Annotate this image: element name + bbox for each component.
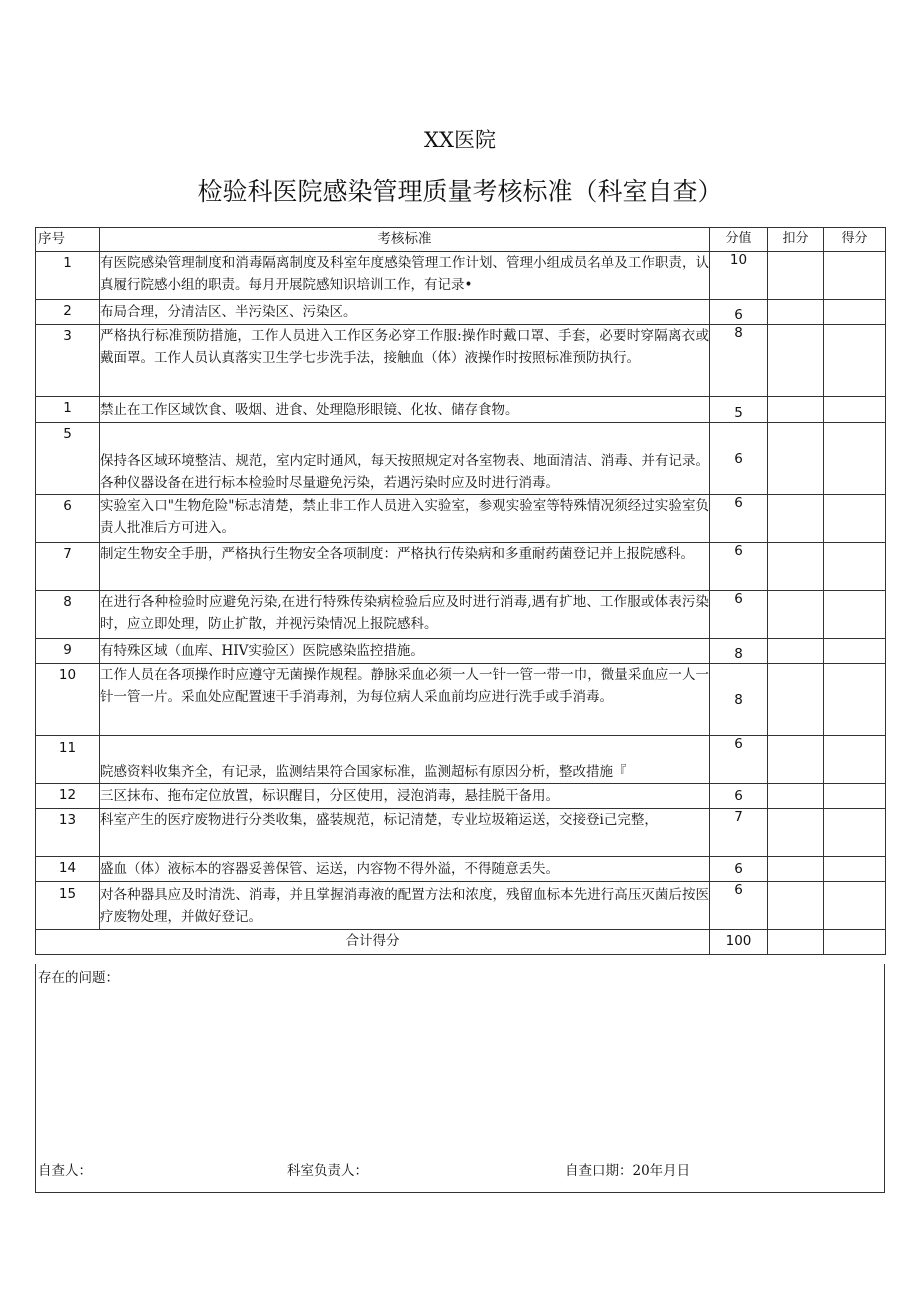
row-got: [824, 857, 886, 882]
row-score: 6: [710, 784, 768, 809]
row-deduct: [768, 397, 824, 423]
row-score: 6: [710, 882, 768, 930]
row-score: 6: [710, 300, 768, 325]
row-got: [824, 252, 886, 300]
row-deduct: [768, 639, 824, 664]
row-seq: 1: [36, 252, 100, 300]
row-deduct: [768, 300, 824, 325]
header-score: 分值: [710, 228, 768, 252]
row-deduct: [768, 325, 824, 397]
total-deduct: [768, 930, 824, 955]
row-got: [824, 495, 886, 543]
table-row: [36, 736, 886, 784]
total-score: 100: [710, 930, 768, 955]
row-seq: 5: [36, 423, 100, 495]
row-score: 8: [710, 639, 768, 664]
dept-head-label: 科室负责人：: [287, 1163, 368, 1179]
row-got: [824, 736, 886, 784]
row-deduct: [768, 664, 824, 736]
row-got: [824, 543, 886, 591]
row-score: 6: [710, 591, 768, 639]
hospital-name: XX医院: [424, 128, 496, 152]
row-seq: 3: [36, 325, 100, 397]
row-got: [824, 882, 886, 930]
row-standard: 在进行各种检验时应避免污染,在进行特殊传染病检验后应及时进行消毒,遇有扩地、工作服或体表污染时，应立即处理，防止扩散，并视污染情况上报院感科。: [100, 591, 710, 639]
row-standard: 三区抹布、拖布定位放置，标识醒目，分区使用，浸泡消毒，悬挂脱干备用。: [100, 784, 710, 809]
header-seq: 序号: [36, 228, 100, 252]
row-seq: 6: [36, 495, 100, 543]
row-seq: 13: [36, 809, 100, 857]
row-got: [824, 397, 886, 423]
row-standard: 禁止在工作区域饮食、吸烟、进食、处理隐形眼镜、化妆、储存食物。: [100, 397, 710, 423]
row-got: [824, 809, 886, 857]
row-standard: 工作人员在各项操作时应遵守无菌操作规程。静脉采血必须一人一针一管一带一巾，微量采血应一人一针一管一片。采血处应配置速干手消毒剂，为每位病人采血前均应进行洗手或手消毒。: [100, 664, 710, 736]
header-got: 得分: [824, 228, 886, 252]
row-score: 6: [710, 857, 768, 882]
self-checker-label: 自查人：: [38, 1163, 92, 1179]
assessment-table: [35, 227, 886, 955]
row-seq: 9: [36, 639, 100, 664]
row-deduct: [768, 736, 824, 784]
row-deduct: [768, 809, 824, 857]
table-row: [36, 495, 886, 543]
table-row: [36, 882, 886, 930]
row-score: 10: [710, 252, 768, 300]
row-got: [824, 325, 886, 397]
row-seq: 11: [36, 736, 100, 784]
row-deduct: [768, 423, 824, 495]
row-got: [824, 423, 886, 495]
table-row: [36, 784, 886, 809]
row-deduct: [768, 857, 824, 882]
row-deduct: [768, 543, 824, 591]
row-deduct: [768, 495, 824, 543]
row-seq: 7: [36, 543, 100, 591]
row-got: [824, 664, 886, 736]
row-seq: 8: [36, 591, 100, 639]
table-row: [36, 423, 886, 495]
row-standard: 保持各区域环境整洁、规范，室内定时通风，每天按照规定对各室物表、地面清洁、消毒、并有记录。各种仪器设备在进行标本检验时尽量避免污染，若遇污染时应及时进行消毒。: [100, 423, 710, 495]
table-row: [36, 543, 886, 591]
row-standard: 盛血（体）液标本的容器妥善保管、运送，内容物不得外溢，不得随意丢失。: [100, 857, 710, 882]
table-header-row: [36, 228, 886, 252]
table-row: [36, 639, 886, 664]
row-standard: 制定生物安全手册，严格执行生物安全各项制度：严格执行传染病和多重耐药菌登记并上报院感科。: [100, 543, 710, 591]
row-deduct: [768, 784, 824, 809]
row-deduct: [768, 252, 824, 300]
table-row: [36, 809, 886, 857]
problems-label: 存在的问题：: [38, 970, 119, 986]
row-deduct: [768, 591, 824, 639]
row-score: 8: [710, 325, 768, 397]
row-score: 6: [710, 423, 768, 495]
total-got: [824, 930, 886, 955]
document-title: 检验科医院感染管理质量考核标准（科室自查）: [197, 177, 723, 206]
total-row: [36, 930, 886, 955]
table-row: [36, 397, 886, 423]
row-score: 6: [710, 543, 768, 591]
table-row: [36, 591, 886, 639]
row-score: 6: [710, 495, 768, 543]
table-row: [36, 252, 886, 300]
table-row: [36, 300, 886, 325]
row-deduct: [768, 882, 824, 930]
header-deduct: 扣分: [768, 228, 824, 252]
table-row: [36, 664, 886, 736]
row-score: 7: [710, 809, 768, 857]
table-row: [36, 325, 886, 397]
problems-section: [35, 964, 885, 1193]
header-standard: 考核标准: [100, 228, 710, 252]
row-standard: 院感资料收集齐全，有记录，监测结果符合国家标准，监测超标有原因分析，整改措施『: [100, 736, 710, 784]
row-got: [824, 784, 886, 809]
row-score: 8: [710, 664, 768, 736]
row-got: [824, 300, 886, 325]
check-date-label: 自查口期：20年月日: [565, 1163, 691, 1179]
row-got: [824, 639, 886, 664]
row-standard: 科室产生的医疗废物进行分类收集，盛装规范，标记清楚，专业垃圾箱运送，交接登i己完整，: [100, 809, 710, 857]
row-score: 5: [710, 397, 768, 423]
row-seq: 15: [36, 882, 100, 930]
row-standard: 有特殊区域（血库、HIV实验区）医院感染监控措施。: [100, 639, 710, 664]
row-seq: 12: [36, 784, 100, 809]
row-standard: 有医院感染管理制度和消毒隔离制度及科室年度感染管理工作计划、管理小组成员名单及工作职责，认真履行院感小组的职责。每月开展院感知识培训工作，有记录•: [100, 252, 710, 300]
row-got: [824, 591, 886, 639]
row-seq: 14: [36, 857, 100, 882]
total-label: 合计得分: [36, 930, 710, 955]
row-standard: 严格执行标准预防措施，工作人员进入工作区务必穿工作服:操作时戴口罩、手套，必要时穿隔离衣或戴面罩。工作人员认真落实卫生学七步洗手法，接触血（体）液操作时按照标准预防执行。: [100, 325, 710, 397]
table-row: [36, 857, 886, 882]
row-standard: 实验室入口"生物危险"标志清楚，禁止非工作人员进入实验室，参观实验室等特殊情况须经过实验室负责人批准后方可进入。: [100, 495, 710, 543]
row-standard: 对各种器具应及时清洗、消毒，并且掌握消毒液的配置方法和浓度，残留血标本先进行高压灭菌后按医疗废物处理，并做好登记。: [100, 882, 710, 930]
row-score: 6: [710, 736, 768, 784]
row-standard: 布局合理，分清洁区、半污染区、污染区。: [100, 300, 710, 325]
row-seq: 1: [36, 397, 100, 423]
row-seq: 2: [36, 300, 100, 325]
row-seq: 10: [36, 664, 100, 736]
